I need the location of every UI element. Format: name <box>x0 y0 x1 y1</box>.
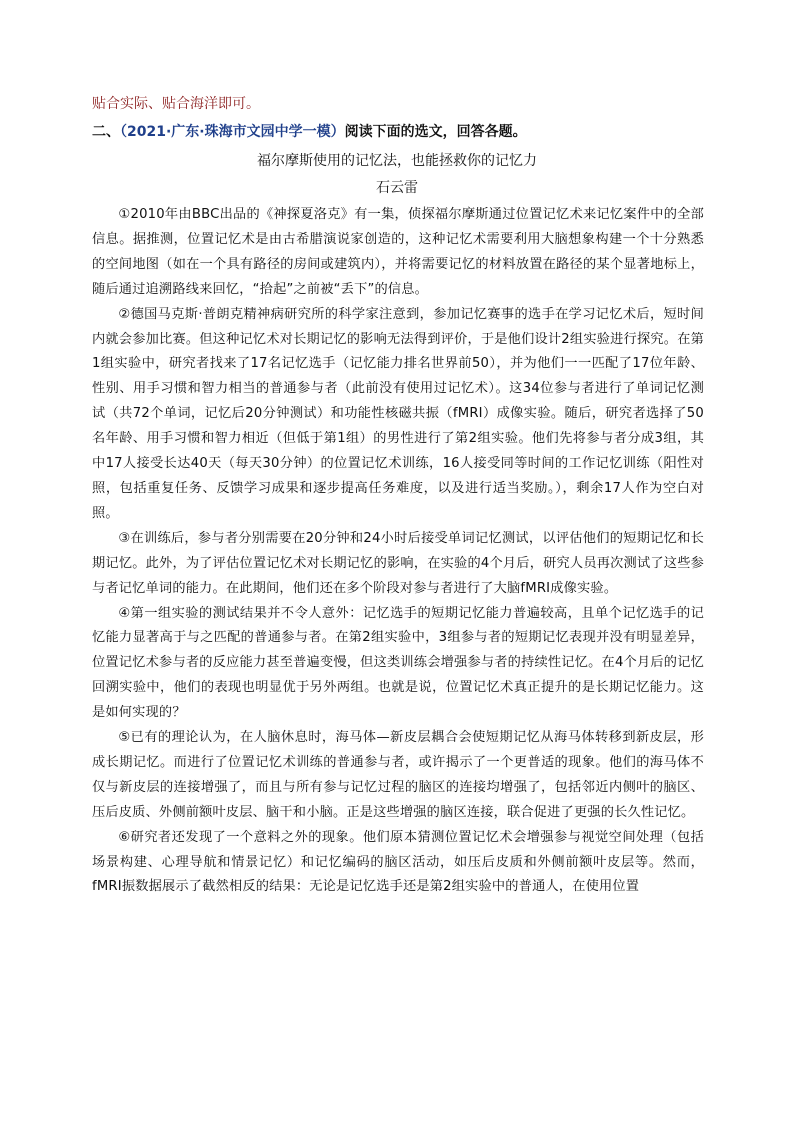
paragraph-3: ③在训练后，参与者分别需要在20分钟和24小时后接受单词记忆测试，以评估他们的短期记忆和长期记忆。此外，为了评估位置记忆术对长期记忆的影响，在实验的4个月后，研究人员再次测试了这些参与者记忆单词的能力。在此期间，他们还在多个阶段对参与者进行了大脑fMRI成像实验。 <box>92 530 704 596</box>
question-source: （2021·广东·珠海市文园中学一模） <box>120 124 345 140</box>
article-title: 福尔摩斯使用的记忆法，也能拯救你的记忆力 <box>257 153 537 169</box>
article-body <box>92 203 704 900</box>
paragraph-4: ④第一组实验的测试结果并不令人意外：记忆选手的短期记忆能力普遍较高，且单个记忆选手的记忆能力显著高于与之匹配的普通参与者。在第2组实验中，3组参与者的短期记忆表现并没有明显差异，位置记忆术参与者的反应能力甚至普遍变慢，但这类训练会增强参与者的持续性记忆。在4个月后的记忆回溯实验中，他们的表现也明显优于另外两组。也就是说，位置记忆术真正提升的是长期记忆能力。这是如何实现的？ <box>92 605 704 721</box>
paragraph-5: ⑤已有的理论认为，在人脑休息时，海马体—新皮层耦合会使短期记忆从海马体转移到新皮层，形成长期记忆。而进行了位置记忆术训练的普通参与者，或许揭示了一个更普适的现象。他们的海马体不仅与新皮层的连接增强了，而且与所有参与记忆过程的脑区的连接均增强了，包括邻近内侧叶的脑区、压后皮质、外侧前额叶皮层、脑干和小脑。正是这些增强的脑区连接，联合促进了更强的长久性记忆。 <box>92 730 704 820</box>
question-instruction: 阅读下面的选文，回答各题。 <box>344 124 527 140</box>
previous-answer-tail: 贴合实际、贴合海洋即可。 <box>92 96 260 112</box>
paragraph-6: ⑥研究者还发现了一个意料之外的现象。他们原本猜测位置记忆术会增强参与视觉空间处理（包括场景构建、心理导航和情景记忆）和记忆编码的脑区活动，如压后皮质和外侧前额叶皮层等。然而，fMRI振数据展示了截然相反的结果：无论是记忆选手还是第2组实验中的普通人，在使用位置 <box>92 829 704 895</box>
question-heading <box>92 121 527 141</box>
paragraph-1: ①2010年由BBC出品的《神探夏洛克》有一集，侦探福尔摩斯通过位置记忆术来记忆案件中的全部信息。据推测，位置记忆术是由古希腊演说家创造的，这种记忆术需要利用大脑想象构建一个十分熟悉的空间地图（如在一个具有路径的房间或建筑内），并将需要记忆的材料放置在路径的某个显著地标上，随后通过追溯路线来回忆，“拾起”之前被“丢下”的信息。 <box>92 207 704 297</box>
question-number: 二、 <box>92 124 120 140</box>
paragraph-2: ②德国马克斯·普朗克精神病研究所的科学家注意到，参加记忆赛事的选手在学习记忆术后，短时间内就会参加比赛。但这种记忆术对长期记忆的影响无法得到评价，于是他们设计2组实验进行探究。在第1组实验中，研究者找来了17名记忆选手（记忆能力排名世界前50），并为他们一一匹配了17位年龄、性别、用手习惯和智力相当的普通参与者（此前没有使用过记忆术）。这34位参与者进行了单词记忆测试（共72个单词，记忆后20分钟测试）和功能性核磁共振（fMRI）成像实验。随后，研究者选择了50名年龄、用手习惯和智力相近（但低于第1组）的男性进行了第2组实验。他们先将参与者分成3组，其中17人接受长达40天（每天30分钟）的位置记忆术训练，16人接受同等时间的工作记忆训练（阳性对照，包括重复任务、反馈学习成果和逐步提高任务难度，以及进行适当奖励。），剩余17人作为空白对照。 <box>92 306 704 521</box>
article-author: 石云雷 <box>376 180 418 196</box>
